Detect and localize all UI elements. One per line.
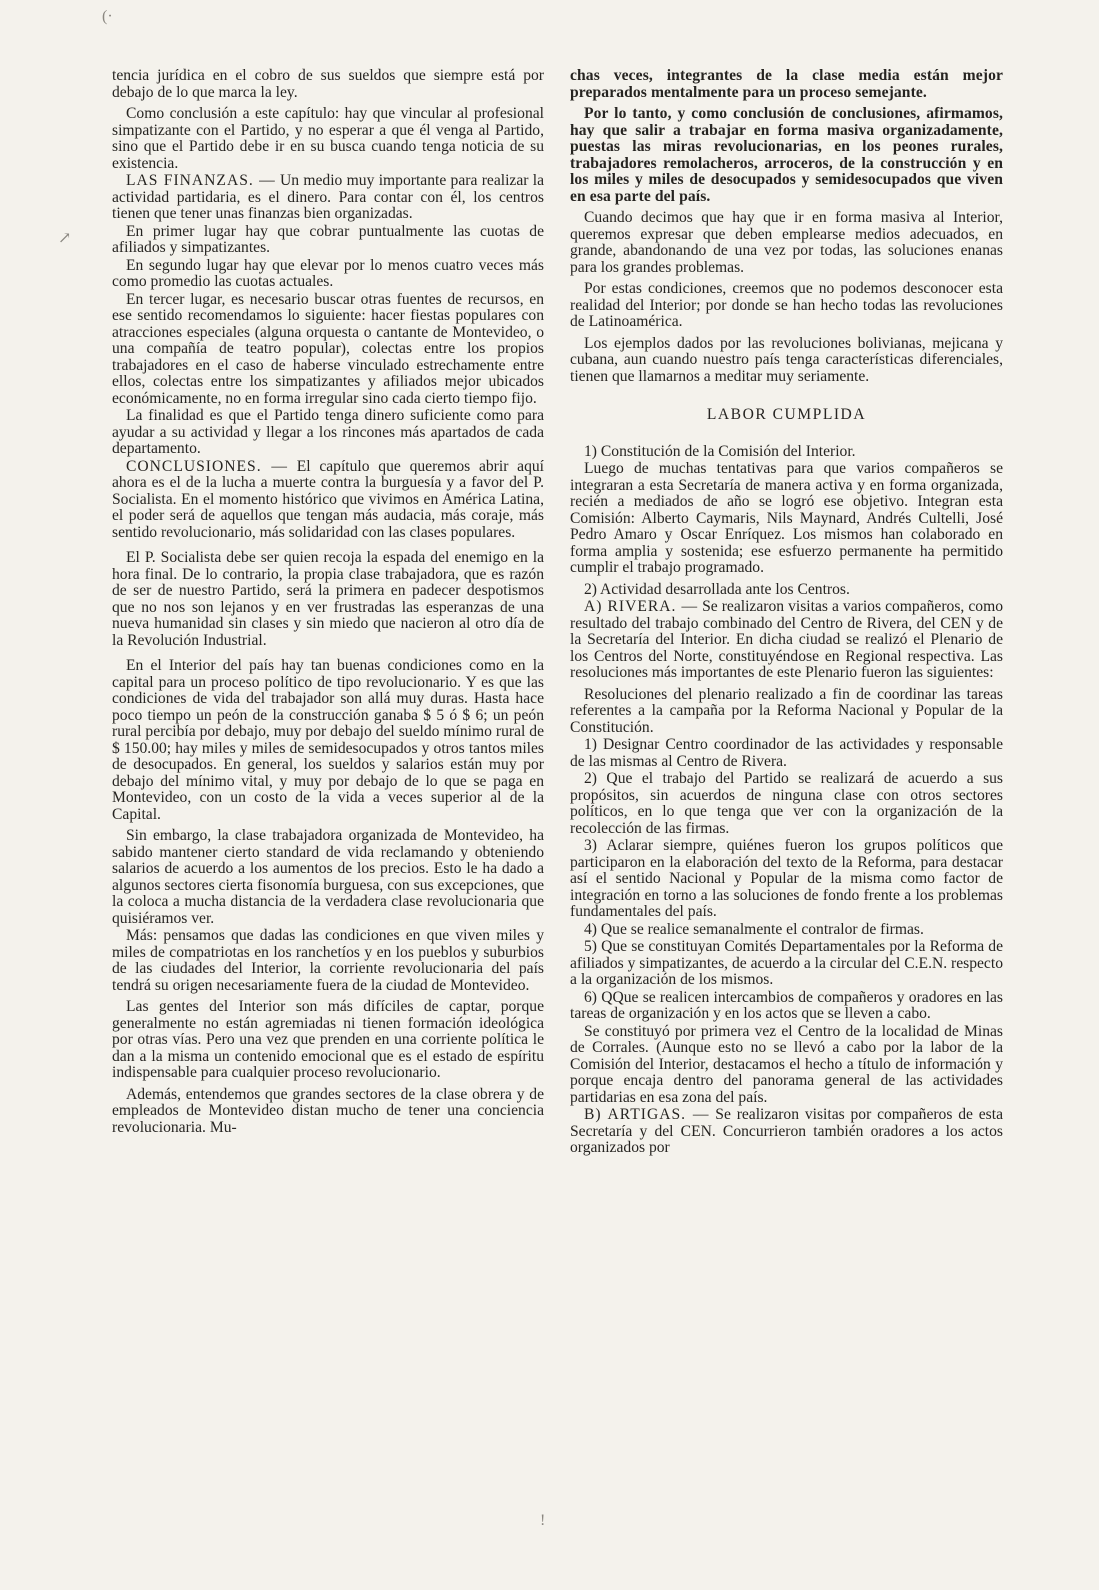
paragraph [112,550,544,649]
paragraph [570,599,1003,682]
paragraph [570,68,1003,101]
paragraph [570,687,1003,737]
paragraph-text: Se constituyó por primera vez el Centro de la localidad de Minas de Corrales. (Aunque esto no se llevó a cabo por la labor de la Comisión del Interior, destacamos el hecho a título de información y porque encaja dentro del panorama general de las actividades partidarias en esa zona del país. [570,1022,1003,1106]
paragraph-text: 1) Designar Centro coordinador de las actividades y responsable de las mismas al Centro de Rivera. [570,736,1003,770]
margin-mark-left: ↗ [58,230,72,247]
paragraph [112,106,544,172]
paragraph-text: En segundo lugar hay que elevar por lo menos cuatro veces más como promedio las cuotas actuales. [112,256,544,290]
paragraph [570,281,1003,331]
paragraph [112,68,544,101]
paragraph-text: 6) QQue se realicen intercambios de compañeros y oradores en las tareas de organización y en los actos que se lleven a cabo. [570,988,1003,1022]
paragraph-text: Sin embargo, la clase trabajadora organizada de Montevideo, ha sabido mantener cierto standard de vida reclamando y obteniendo salarios de acuerdo a los aumentos de los precios. Esto le ha dado a algunos sectores cierta fisonomía burguesa, con sus excepciones, que la coloca a mucha distancia de la verdadera clase revolucionaria que quisiéramos ver. [112,827,544,927]
paragraph-text: Por estas condiciones, creemos que no podemos desconocer esta realidad del Interior; por donde se han hecho todas las revoluciones de Latinoamérica. [570,280,1003,330]
paragraph [112,928,544,994]
paragraph [570,210,1003,276]
paragraph-text: Además, entendemos que grandes sectores de la clase obrera y de empleados de Montevideo distan mucho de tener una conciencia revolucionaria. Mu- [112,1085,544,1136]
paragraph [570,461,1003,577]
paragraph-text: El P. Socialista debe ser quien recoja la espada del enemigo en la hora final. De lo contrario, la propia clase trabajadora, que es razón de ser de nuestro Partido, será la primera en padecer despotismos que no nos son lejanos y en ver frustradas las esperanzas de una nueva humanidad sin clases y sin miedo que nacieron al otro día de la Revolución Industrial. [112,549,544,649]
paragraph [570,582,1003,599]
paragraph-text: La finalidad es que el Partido tenga dinero suficiente como para ayudar a su actividad y llegar a los rincones más apartados de cada departamento. [112,407,544,457]
paragraph [570,771,1003,837]
paragraph-text: chas veces, integrantes de la clase media están mejor preparados mentalmente para un proceso semejante. [570,67,1003,101]
paragraph-text: En el Interior del país hay tan buenas condiciones como en la capital para un proceso político de tipo revolucionario. Y es que las condiciones de vida del trabajador son allá muy duras. Hasta hace poco tiempo un peón de la construcción ganaba $ 5 ó $ 6; un peón rural percibía por debajo, muy por debajo del sueldo mínimo rural de $ 150.00; hay miles y miles de semidesocupados y otros tantos miles de desocupados. En general, los sueldos y salarios están muy por debajo del mínimo vital, y muy por debajo de lo que se paga en Montevideo, con un costo de la vida a veces superior al de la Capital. [112,657,544,823]
paragraph [112,173,544,223]
paragraph-text: Por lo tanto, y como conclusión de conclusiones, afirmamos, hay que salir a trabajar en forma masiva organizadamente, puestas las miras revolucionarias, en los peones rurales, trabajadores remolacheros, arroceros, de la construcción y en los miles y miles de desocupados y semidesocupados que viven en esa parte del país. [570,105,1003,205]
margin-mark-top: (· [102,8,113,25]
paragraph-text: Las gentes del Interior son más difíciles de captar, porque generalmente no están agremiadas ni tienen formación ideológica por otras vías. Pero una vez que prenden en una corriente política le dan a la misma un contenido emocional que es el estado de espíritu indispensable para cualquier proceso revolucionario. [112,998,544,1081]
paragraph [112,999,544,1082]
right-column [570,68,1003,1158]
paragraph [570,106,1003,205]
paragraph-text: Como conclusión a este capítulo: hay que vincular al profesional simpatizante con el Partido, y no esperar a que él venga al Partido, sino que el Partido debe ir en su busca cuando tenga noticia de su existencia. [112,105,544,172]
paragraph-text: 1) Constitución de la Comisión del Interior. [584,442,856,460]
paragraph-text: 4) Que se realice semanalmente el contralor de firmas. [584,920,924,938]
paragraph [570,939,1003,989]
paragraph-text: Más: pensamos que dadas las condiciones en que viven miles y miles de compatriotas en los ranchetíos y en los pueblos y suburbios de las ciudades del Interior, la corriente revolucionaria del país tendrá su origen necesariamente fuera de la ciudad de Montevideo. [112,927,544,994]
paragraph [570,838,1003,921]
paragraph [570,1024,1003,1107]
paragraph [112,828,544,927]
paragraph [112,408,544,458]
paragraph [570,444,1003,461]
paragraph [112,292,544,408]
section-lead: CONCLUSIONES. — [126,457,288,475]
section-lead: LAS FINANZAS. — [126,172,276,189]
paragraph [570,922,1003,939]
paragraph-text: El capítulo que queremos abrir aquí ahora es el de la lucha a muerte contra la burguesía y a favor del P. Socialista. En el momento histórico que vivimos en América Latina, el poder será de aquellos que tengan más audacia, más coraje, más sentido revolucionario, más solidaridad con las clases populares. [112,457,544,541]
paragraph [112,1087,544,1137]
paragraph-text: 2) Actividad desarrollada ante los Centros. [584,580,850,598]
paragraph-text: 5) Que se constituyan Comités Departamentales por la Reforma de afiliados y simpatizantes, de acuerdo a la circular del C.E.N. respecto a la organización de los mismos. [570,938,1003,988]
paragraph-text: Un medio muy importante para realizar la actividad partidaria, es el dinero. Para contar con él, los centros tienen que tener unas finanzas bien organizadas. [112,172,545,222]
paragraph-text: Se realizaron visitas por compañeros de esta Secretaría y del CEN. Concurrieron también oradores a los actos organizados por [570,1106,1003,1156]
section-heading: LABOR CUMPLIDA [706,406,867,423]
paragraph-text: En tercer lugar, es necesario buscar otras fuentes de recursos, en ese sentido recomendamos lo siguiente: hacer fiestas populares con atracciones especiales (alguna orquesta o cantante de Montevideo, o una compañía de teatro popular), colectas entre los propios trabajadores en el caso de haberse vinculado estrechamente entre ellos, colectas entre los simpatizantes y afiliados mejor ubicados económicamente, no en forma irregular sino cada cierto tiempo fijo. [112,290,544,407]
paragraph [570,1107,1003,1157]
paragraph-text: Los ejemplos dados por las revoluciones bolivianas, mejicana y cubana, aun cuando nuestro país tenga características diferenciales, tienen que llamarnos a meditar muy seriamente. [570,334,1003,385]
paragraph [112,658,544,823]
section-lead: A) RIVERA. — [584,598,699,615]
paragraph-text: En primer lugar hay que cobrar puntualmente las cuotas de afiliados y simpatizantes. [112,222,544,256]
left-column [112,68,544,1141]
paragraph-text: Luego de muchas tentativas para que varios compañeros se integraran a esta Secretaría de manera activa y en forma organizada, recién a mediados de año se logró ese objetivo. Integran esta Comisión: Alberto Caymaris, Nils Maynard, Andrés Cultelli, José Pedro Amaro y Oscar Enríquez. Los mismos han colaborado en forma amplia y sostenida; ese esfuerzo permanente ha permitido cumplir el trabajo programado. [570,460,1003,576]
paragraph-text: tencia jurídica en el cobro de sus sueldos que siempre está por debajo de lo que marca la ley. [112,67,544,101]
section-lead: B) ARTIGAS. — [584,1106,710,1123]
paragraph [570,336,1003,386]
paragraph-text: Resoluciones del plenario realizado a fin de coordinar las tareas referentes a la campaña por la Reforma Nacional y Popular de la Constitución. [570,685,1003,736]
margin-mark-bottom: ! [540,1512,546,1529]
paragraph-text: 3) Aclarar siempre, quiénes fueron los grupos políticos que participaron en la elaboración del texto de la Reforma, para destacar así el sentido Nacional y Popular de la misma como factor de integración en torno a las soluciones de fondo frente a los problemas fundamentales del país. [570,837,1003,920]
paragraph-text: 2) Que el trabajo del Partido se realizará de acuerdo a sus propósitos, sin acuerdos de ninguna clase con otros sectores políticos, en lo que tenga que ver con la organización de la recolección de las firmas. [570,770,1003,837]
paragraph-text: Se realizaron visitas a varios compañeros, como resultado del trabajo combinado del Centro de Rivera, del CEN y de la Secretaría del Interior. En dicha ciudad se realizó el Plenario de los Centros del Norte, constituyéndose en Regional respectiva. Las resoluciones más importantes de este Plenario fueron las siguientes: [570,598,1003,681]
paragraph [570,990,1003,1023]
paragraph [112,258,544,291]
paragraph [112,459,544,542]
paragraph [112,224,544,257]
paragraph-text: Cuando decimos que hay que ir en forma masiva al Interior, queremos expresar que deben emplearse medios adecuados, en grande, abandonando de una vez por todas, las soluciones enanas para los grandes problemas. [570,209,1003,276]
paragraph [570,737,1003,770]
